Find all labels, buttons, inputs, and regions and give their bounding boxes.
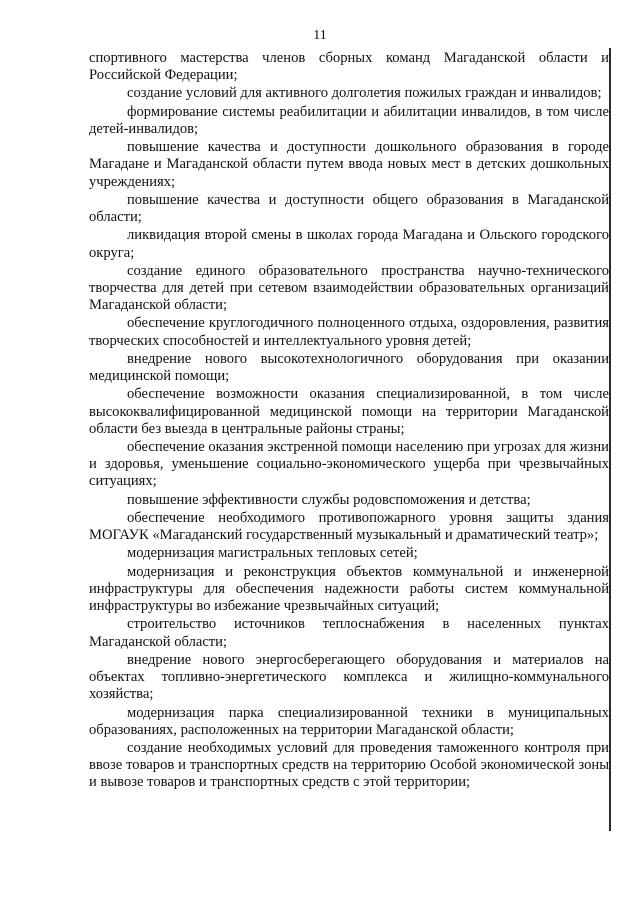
paragraph: модернизация и реконструкция объектов коммунальной и инженерной инфраструктуры для обеспечения надежности работы систем коммунальной инфраструктуры во избежание чрезвычайных ситуаций;: [89, 563, 609, 615]
paragraph: обеспечение оказания экстренной помощи населению при угрозах для жизни и здоровья, уменьшение социально-экономического ущерба при чрезвычайных ситуациях;: [89, 439, 609, 490]
paragraph: модернизация магистральных тепловых сетей;: [127, 545, 418, 562]
paragraph: повышение качества и доступности дошкольного образования в городе Магадане и Магаданской области путем ввода новых мест в детских дошкольных учреждениях;: [89, 139, 609, 190]
paragraph: повышение качества и доступности общего образования в Магаданской области;: [89, 191, 609, 226]
paragraph: обеспечение необходимого противопожарного уровня защиты здания МОГАУК «Магаданский государственный музыкальный и драматический театр»;: [89, 510, 609, 544]
right-margin-line: [609, 48, 611, 831]
paragraph: создание условий для активного долголетия пожилых граждан и инвалидов;: [127, 85, 602, 102]
paragraph: создание единого образовательного пространства научно-технического творчества для детей при сетевом взаимодействии образовательных организаций Магаданской области;: [89, 262, 609, 314]
paragraph: создание необходимых условий для проведения таможенного контроля при ввозе товаров и транспортных средств на территорию Особой экономической зоны и вывозе товаров и транспортных средств с этой территории;: [89, 740, 609, 791]
paragraph: формирование системы реабилитации и абилитации инвалидов, в том числе детей-инвалидов;: [89, 103, 609, 137]
page-number: 11: [313, 28, 327, 43]
paragraph: ликвидация второй смены в школах города Магадана и Ольского городского округа;: [89, 227, 609, 261]
paragraph: спортивного мастерства членов сборных команд Магаданской области и Российской Федерации;: [89, 50, 609, 84]
document-body: [89, 50, 609, 793]
paragraph: внедрение нового энергосберегающего оборудования и материалов на объектах топливно-энергетического комплекса и жилищно-коммунального хозяйства;: [89, 651, 609, 703]
paragraph: обеспечение круглогодичного полноценного отдыха, оздоровления, развития творческих способностей и интеллектуального уровня детей;: [89, 315, 609, 349]
paragraph: повышение эффективности службы родовспоможения и детства;: [127, 491, 531, 508]
paragraph: модернизация парка специализированной техники в муниципальных образованиях, расположенных на территории Магаданской области;: [89, 704, 609, 738]
paragraph: обеспечение возможности оказания специализированной, в том числе высококвалифицированной медицинской помощи на территории Магаданской области без выезда в центральные районы страны;: [89, 386, 609, 437]
paragraph: внедрение нового высокотехнологичного оборудования при оказании медицинской помощи;: [89, 350, 609, 385]
paragraph: строительство источников теплоснабжения в населенных пунктах Магаданской области;: [89, 616, 609, 650]
